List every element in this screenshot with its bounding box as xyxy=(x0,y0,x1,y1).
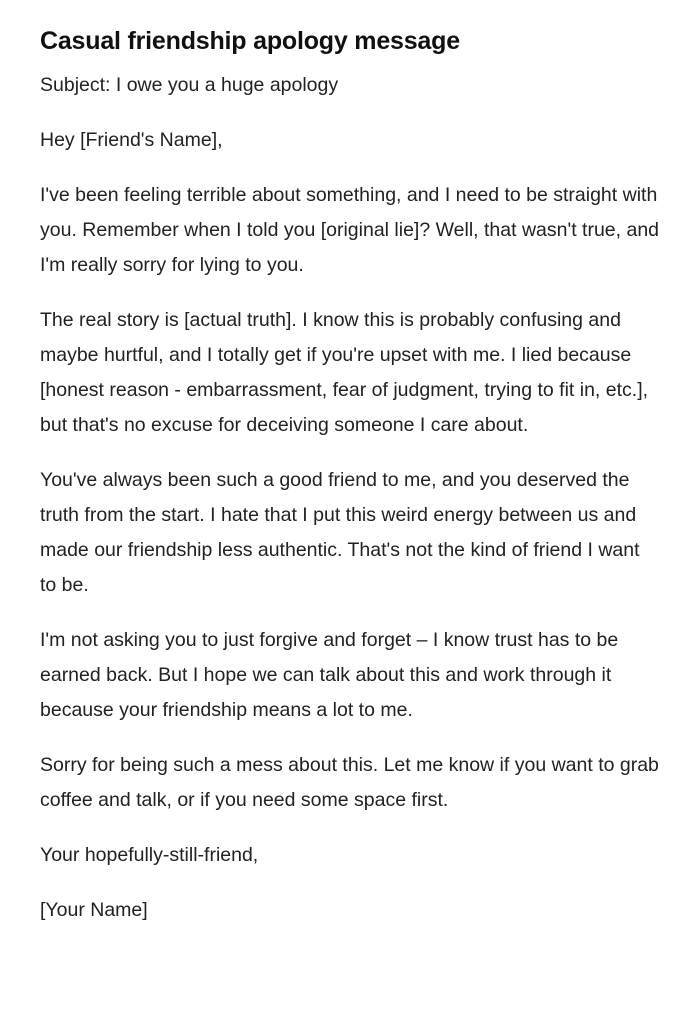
body-paragraph-3: You've always been such a good friend to me, and you deserved the truth from the start. I hate that I put this weird energy between us and made our friendship less authentic. That's not the kind of friend I want to be. xyxy=(40,469,640,596)
body-paragraph-4: I'm not asking you to just forgive and forget – I know trust has to be earned back. But I hope we can talk about this and work through it because your friendship means a lot to me. xyxy=(40,629,619,721)
greeting: Hey [Friend's Name], xyxy=(40,129,223,151)
signature: [Your Name] xyxy=(40,899,148,921)
document-title: Casual friendship apology message xyxy=(40,27,460,55)
closing-line: Your hopefully-still-friend, xyxy=(40,844,259,866)
body-paragraph-2: The real story is [actual truth]. I know this is probably confusing and maybe hurtful, and I totally get if you're upset with me. I lied because [honest reason - embarrassment, fear of judgment, trying to fit in, etc.], but that's no excuse for deceiving someone I care about. xyxy=(40,309,649,436)
email-subject: Subject: I owe you a huge apology xyxy=(40,74,339,96)
body-paragraph-5: Sorry for being such a mess about this. Let me know if you want to grab coffee and talk, or if you need some space first. xyxy=(40,754,659,811)
body-paragraph-1: I've been feeling terrible about something, and I need to be straight with you. Remember when I told you [original lie]? Well, that wasn't true, and I'm really sorry for lying to you. xyxy=(40,184,660,276)
